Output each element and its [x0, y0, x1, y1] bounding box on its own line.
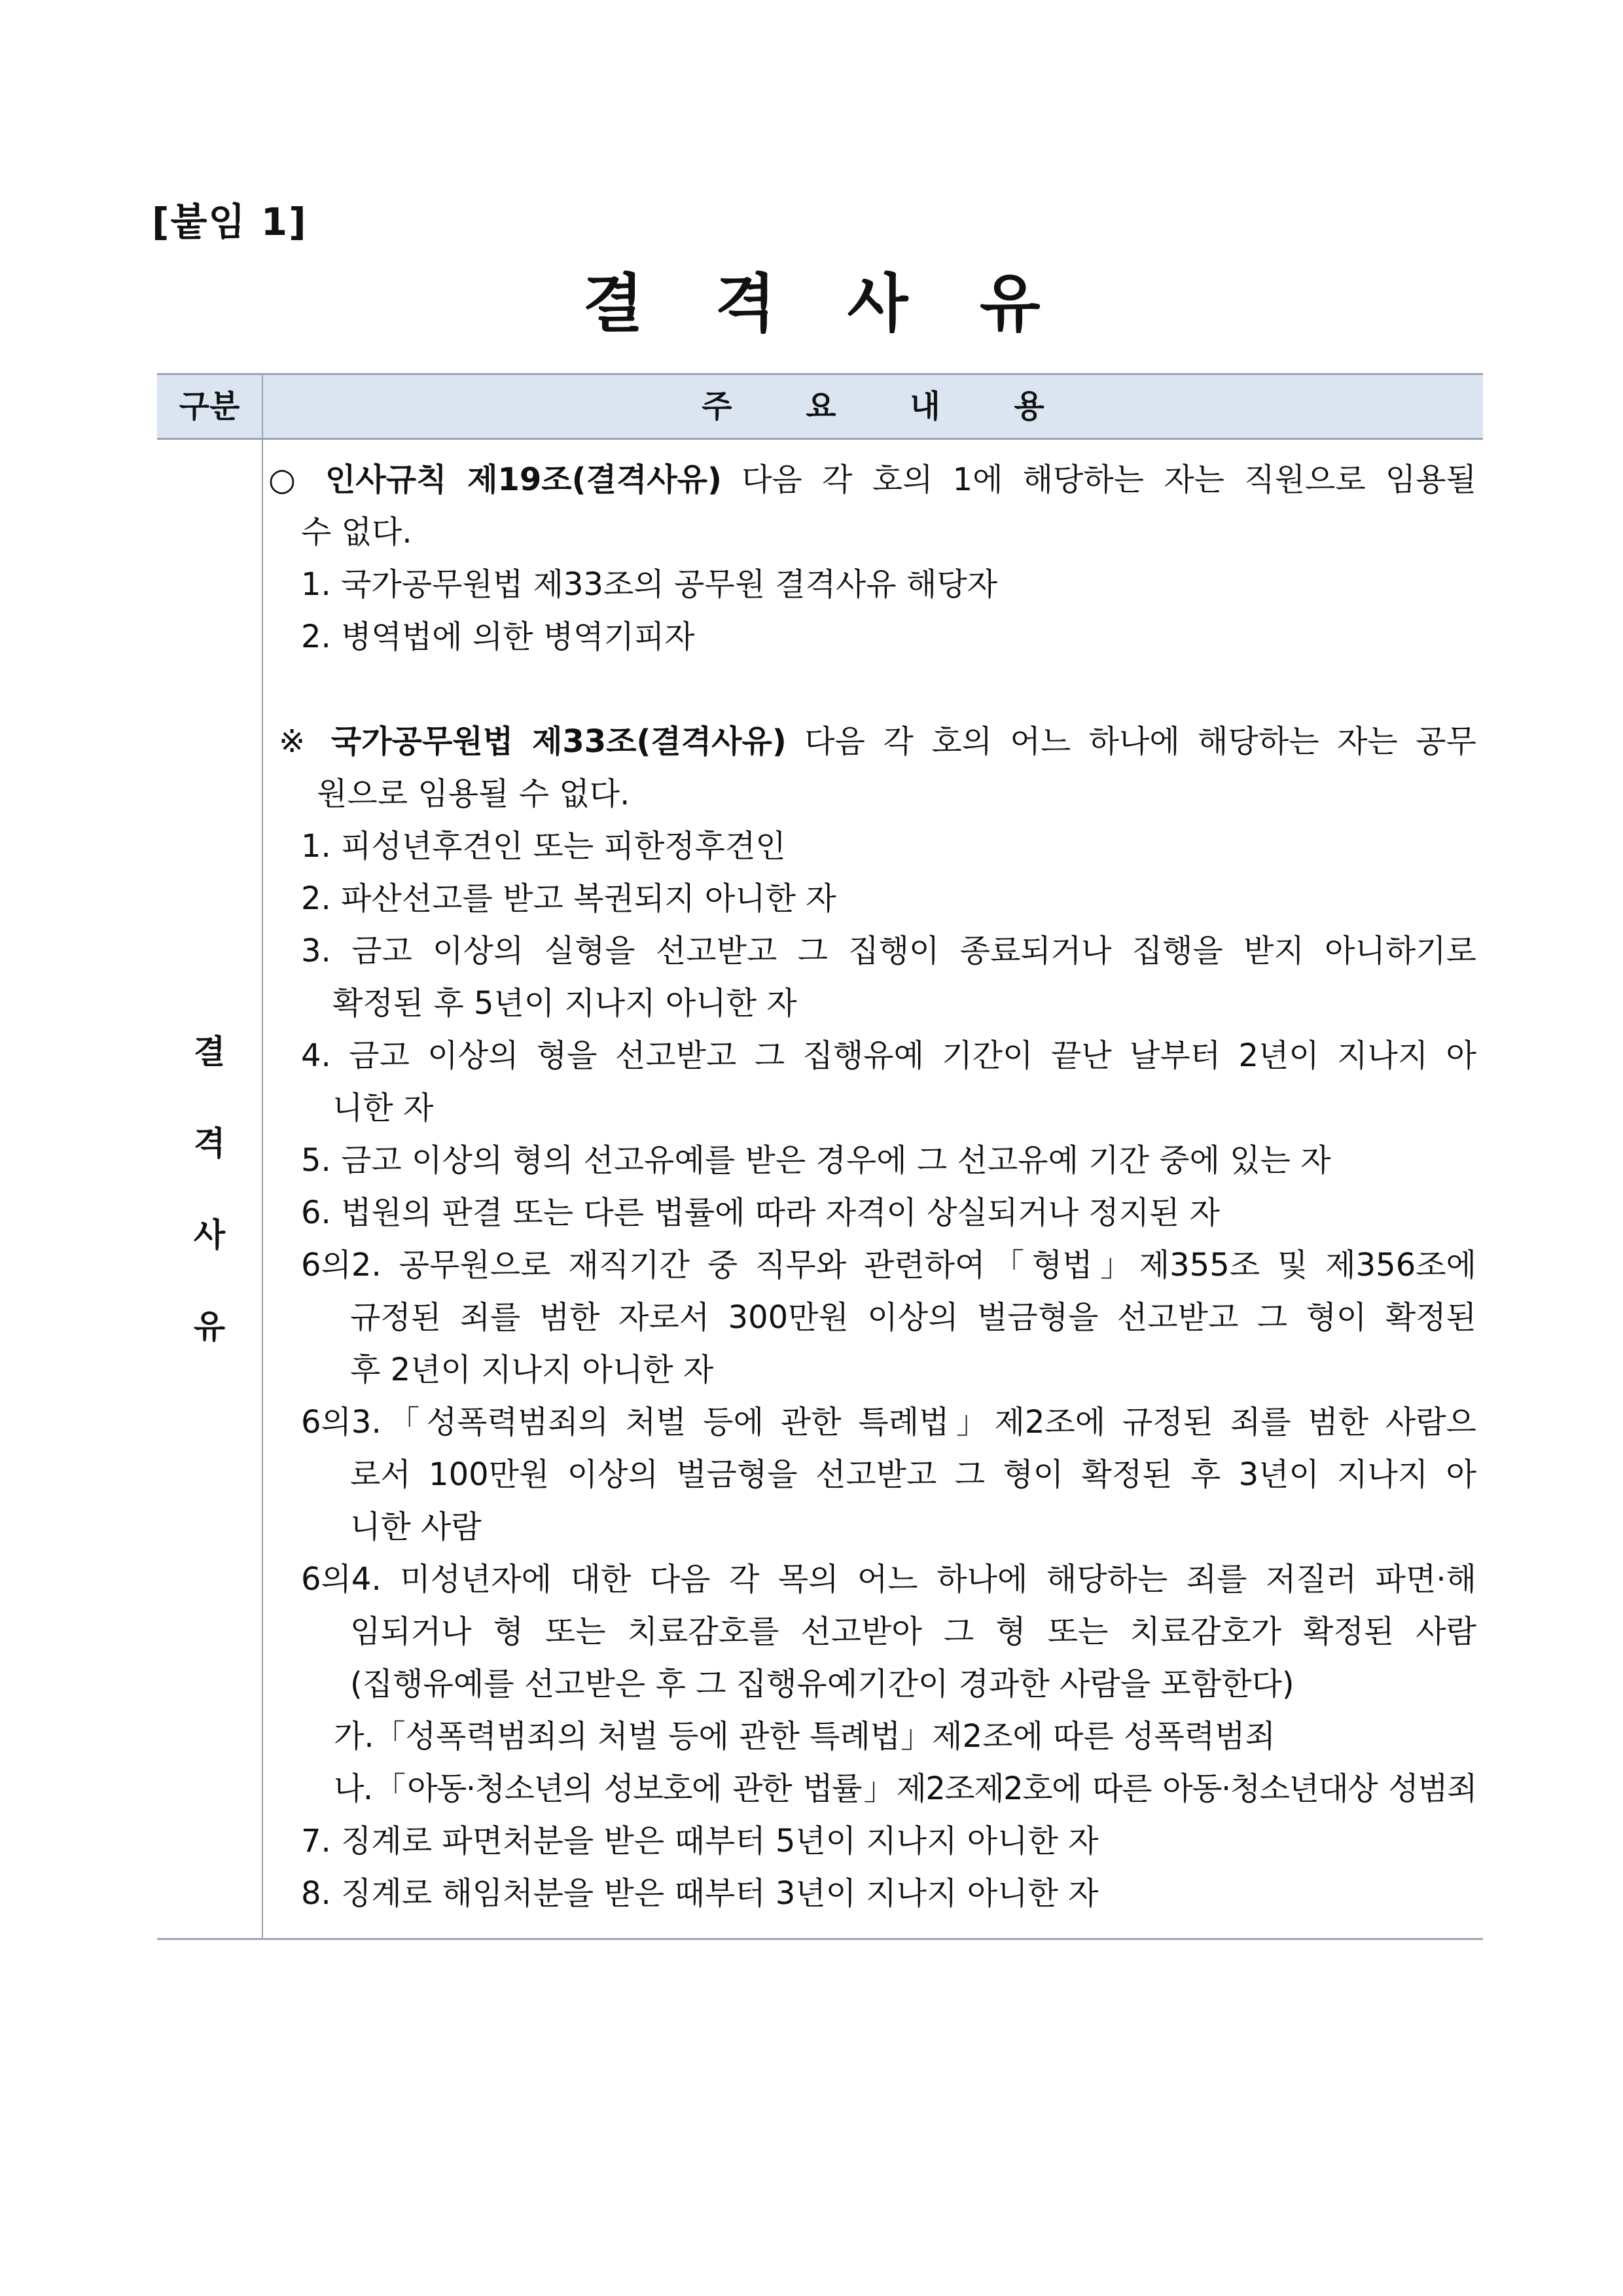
reference-mark: ※ — [279, 723, 313, 760]
list-item-cont: 니한 사람 — [350, 1509, 482, 1545]
list-item-cont: 니한 자 — [332, 1090, 434, 1126]
category-char: 격 — [193, 1124, 226, 1162]
list-item: 7. 징계로 파면처분을 받은 때부터 5년이 지나지 아니한 자 — [301, 1823, 1099, 1859]
list-item-cont: 임되거나 형 또는 치료감호를 선고받아 그 형 또는 치료감호가 확정된 사람 — [350, 1613, 1476, 1650]
header-category: 구분 — [179, 388, 240, 425]
attachment-label: [붙임 1] — [152, 200, 308, 244]
list-item: 1. 국가공무원법 제33조의 공무원 결격사유 해당자 — [301, 566, 998, 603]
list-item: 1. 피성년후견인 또는 피한정후견인 — [301, 828, 786, 865]
list-item: 2. 파산선고를 받고 복권되지 아니한 자 — [301, 880, 836, 917]
list-item: 4. 금고 이상의 형을 선고받고 그 집행유예 기간이 끝난 날부터 2년이 지나지 아 — [301, 1037, 1476, 1074]
section2-heading — [279, 722, 1476, 761]
list-item-cont: 규정된 죄를 범한 자로서 300만원 이상의 벌금형을 선고받고 그 형이 확정된 — [350, 1299, 1476, 1336]
circle-bullet: ○ — [268, 461, 306, 498]
section2-text-cont: 원으로 임용될 수 없다. — [317, 776, 630, 812]
list-item: 5. 금고 이상의 형의 선고유예를 받은 경우에 그 선고유예 기간 중에 있는 자 — [301, 1142, 1331, 1179]
section2-text: 다음 각 호의 어느 하나에 해당하는 자는 공무 — [804, 723, 1476, 760]
category-cell — [157, 440, 262, 1938]
section1-title: 인사규칙 제19조(결격사유) — [325, 461, 722, 498]
category-char: 유 — [193, 1307, 226, 1346]
section2-title: 국가공무원법 제33조(결격사유) — [330, 723, 787, 760]
list-item: 3. 금고 이상의 실형을 선고받고 그 집행이 종료되거나 집행을 받지 아니하기로 — [301, 933, 1476, 969]
section1-text-cont: 수 없다. — [301, 514, 412, 550]
list-item-cont: 확정된 후 5년이 지나지 아니한 자 — [332, 985, 797, 1022]
section1-text: 다음 각 호의 1에 해당하는 자는 직원으로 임용될 — [741, 461, 1476, 498]
document-title: 결 격 사 유 — [582, 267, 1065, 340]
category-char: 사 — [193, 1215, 226, 1254]
sub-item: 나.「아동·청소년의 성보호에 관한 법률」제2조제2호에 따른 아동·청소년대상 성범죄 — [334, 1770, 1476, 1807]
list-item-cont: 로서 100만원 이상의 벌금형을 선고받고 그 형이 확정된 후 3년이 지나지 아 — [350, 1456, 1476, 1493]
disqualification-table — [157, 373, 1483, 1940]
list-item-cont: 후 2년이 지나지 아니한 자 — [350, 1352, 714, 1388]
list-item-cont: (집행유예를 선고받은 후 그 집행유예기간이 경과한 사람을 포함한다) — [350, 1666, 1294, 1702]
section1-heading — [268, 460, 1476, 499]
list-item: 6. 법원의 판결 또는 다른 법률에 따라 자격이 상실되거나 정지된 자 — [301, 1194, 1220, 1231]
list-item: 6의3.「성폭력범죄의 처벌 등에 관한 특례법」제2조에 규정된 죄를 범한 사람으 — [301, 1404, 1476, 1441]
content-cell — [263, 440, 1483, 1938]
category-char: 결 — [193, 1032, 226, 1071]
list-item: 6의2. 공무원으로 재직기간 중 직무와 관련하여「형법」제355조 및 제356조에 — [301, 1247, 1476, 1283]
sub-item: 가.「성폭력범죄의 처벌 등에 관한 특례법」제2조에 따른 성폭력범죄 — [334, 1718, 1275, 1755]
table-header — [157, 375, 1483, 440]
list-item: 2. 병역법에 의한 병역기피자 — [301, 619, 695, 655]
header-content: 주 요 내 용 — [702, 388, 1076, 425]
list-item: 6의4. 미성년자에 대한 다음 각 목의 어느 하나에 해당하는 죄를 저질러 파면·해 — [301, 1561, 1476, 1598]
list-item: 8. 징계로 해임처분을 받은 때부터 3년이 지나지 아니한 자 — [301, 1875, 1099, 1912]
